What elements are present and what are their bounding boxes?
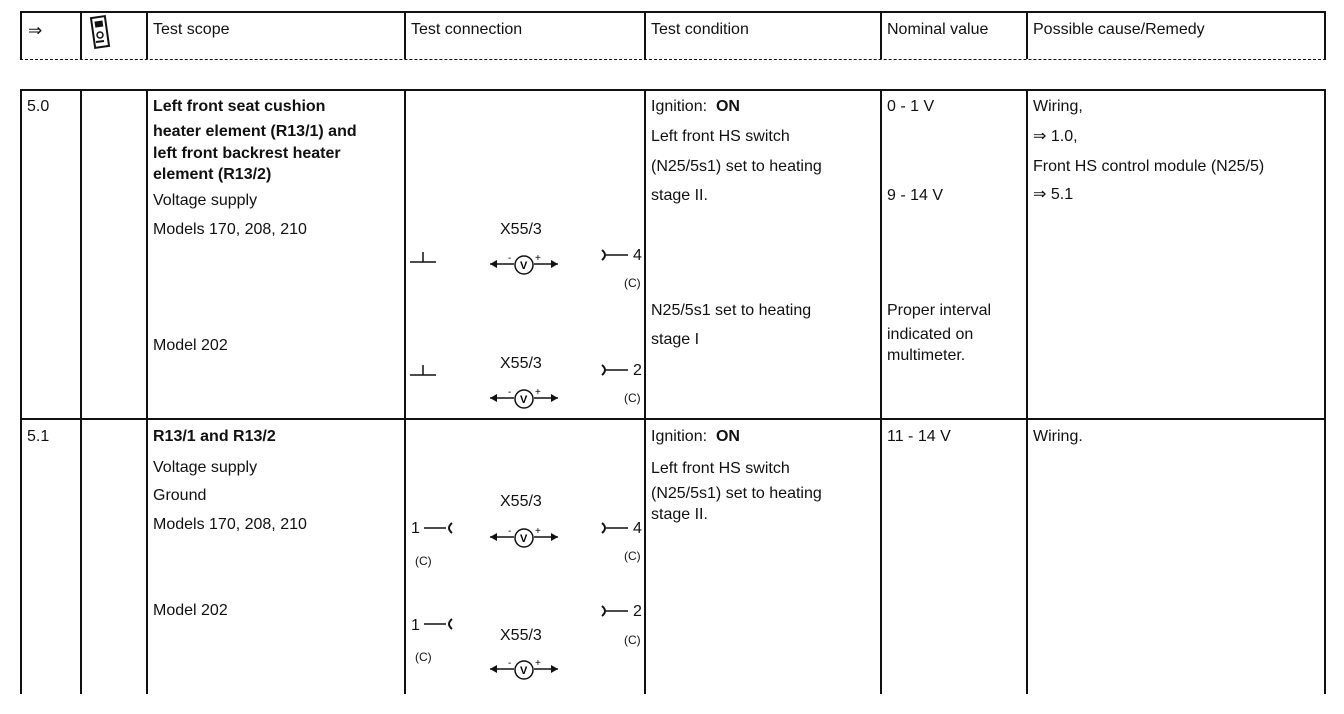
svg-text:+: + [535, 526, 541, 537]
scope-line: Models 170, 208, 210 [153, 516, 307, 533]
nominal-value: 11 - 14 V [887, 428, 951, 445]
nominal-value: 9 - 14 V [887, 187, 944, 204]
condition-line: stage I [651, 331, 700, 348]
scope-title-line: R13/1 and R13/2 [153, 428, 276, 445]
connector-tag: (C) [624, 633, 641, 647]
connector-socket-symbol [600, 363, 630, 382]
condition-line: (N25/5s1) set to heating [651, 485, 822, 502]
condition-line: Left front HS switch [651, 460, 790, 477]
body-col-line [1324, 89, 1326, 694]
header-test-scope: Test scope [153, 21, 230, 38]
connector-socket-symbol [600, 248, 630, 267]
nominal-value: multimeter. [887, 347, 966, 364]
connector-label: X55/3 [500, 627, 542, 644]
svg-text:+: + [535, 253, 541, 264]
ignition-label: Ignition: [651, 98, 708, 115]
multimeter-icon [88, 15, 112, 56]
scope-title-line: element (R13/2) [153, 166, 272, 183]
header-col-line [880, 11, 882, 59]
cause-line: Wiring. [1033, 428, 1083, 445]
ignition-condition [651, 428, 740, 446]
header-col-line [146, 11, 148, 59]
svg-text:V: V [520, 394, 528, 406]
cause-line: Front HS control module (N25/5) [1033, 158, 1265, 175]
header-col-line [1026, 11, 1028, 59]
condition-line: stage II. [651, 187, 708, 204]
condition-line: stage II. [651, 506, 708, 523]
connector-tag: (C) [624, 391, 641, 405]
voltmeter-symbol [488, 657, 560, 686]
body-col-line [80, 89, 82, 694]
nominal-value: 0 - 1 V [887, 98, 935, 115]
header-nominal-value: Nominal value [887, 21, 989, 38]
header-col-line [404, 11, 406, 59]
pin-number-left: 1 [411, 617, 420, 634]
scope-line: Model 202 [153, 602, 228, 619]
cause-line: Wiring, [1033, 98, 1083, 115]
connector-label: X55/3 [500, 493, 542, 510]
condition-line: N25/5s1 set to heating [651, 302, 812, 319]
nominal-value: indicated on [887, 326, 974, 343]
body-col-line [644, 89, 646, 694]
cause-link[interactable]: ⇒ 1.0, [1033, 128, 1078, 145]
body-col-line [880, 89, 882, 694]
connector-label: X55/3 [500, 221, 542, 238]
connector-tag: (C) [624, 549, 641, 563]
header-col-line [20, 11, 22, 59]
scope-title-line: left front backrest heater [153, 145, 341, 162]
voltmeter-symbol [488, 252, 560, 281]
pin-number: 2 [633, 603, 642, 620]
svg-text:V: V [520, 533, 528, 545]
connector-tag-left: (C) [415, 554, 432, 568]
header-test-condition: Test condition [651, 21, 749, 38]
cause-link[interactable]: ⇒ 5.1 [1033, 186, 1074, 203]
body-col-line [404, 89, 406, 694]
row-divider [20, 418, 1326, 420]
step-number: 5.1 [27, 428, 50, 445]
pin-number-left: 1 [411, 520, 420, 537]
connector-tag: (C) [624, 276, 641, 290]
pin-number: 2 [633, 362, 642, 379]
scope-line: Voltage supply [153, 459, 258, 476]
ground-symbol [410, 250, 436, 269]
condition-line: (N25/5s1) set to heating [651, 158, 822, 175]
scope-title-line: Left front seat cushion [153, 98, 326, 115]
scope-line: Ground [153, 487, 207, 504]
ignition-value: ON [715, 98, 740, 115]
svg-text:V: V [520, 260, 528, 272]
ignition-label: Ignition: [651, 428, 708, 445]
pin-number: 4 [633, 520, 642, 537]
ignition-condition [651, 98, 740, 116]
connector-tag-left: (C) [415, 650, 432, 664]
connector-label: X55/3 [500, 355, 542, 372]
nominal-value: Proper interval [887, 302, 992, 319]
svg-text:-: - [508, 526, 512, 537]
voltmeter-symbol [488, 525, 560, 554]
header-test-connection: Test connection [411, 21, 523, 38]
ground-symbol [410, 363, 436, 382]
header-possible-cause: Possible cause/Remedy [1033, 21, 1205, 38]
svg-text:-: - [508, 253, 512, 264]
body-col-line [20, 89, 22, 694]
header-arrow: ⇒ [28, 21, 43, 40]
voltmeter-symbol [488, 386, 560, 415]
pin-number: 4 [633, 247, 642, 264]
svg-text:-: - [508, 658, 512, 669]
body-col-line [1026, 89, 1028, 694]
header-col-line [80, 11, 82, 59]
connector-socket-symbol [600, 604, 630, 623]
connector-socket-symbol [600, 521, 630, 540]
svg-text:-: - [508, 387, 512, 398]
header-bottom-border [20, 59, 1326, 61]
scope-line: Models 170, 208, 210 [153, 221, 307, 238]
svg-text:+: + [535, 658, 541, 669]
connector-plug-symbol [422, 617, 454, 636]
scope-line: Model 202 [153, 337, 228, 354]
header-top-border [20, 11, 1326, 13]
svg-text:V: V [520, 665, 528, 677]
header-col-line [644, 11, 646, 59]
ignition-value: ON [715, 428, 740, 445]
svg-text:+: + [535, 387, 541, 398]
scope-title-line: heater element (R13/1) and [153, 123, 357, 140]
table-top-border [20, 89, 1326, 91]
body-col-line [146, 89, 148, 694]
connector-plug-symbol [422, 521, 454, 540]
step-number: 5.0 [27, 98, 50, 115]
condition-line: Left front HS switch [651, 128, 790, 145]
header-col-line [1324, 11, 1326, 59]
scope-line: Voltage supply [153, 192, 258, 209]
